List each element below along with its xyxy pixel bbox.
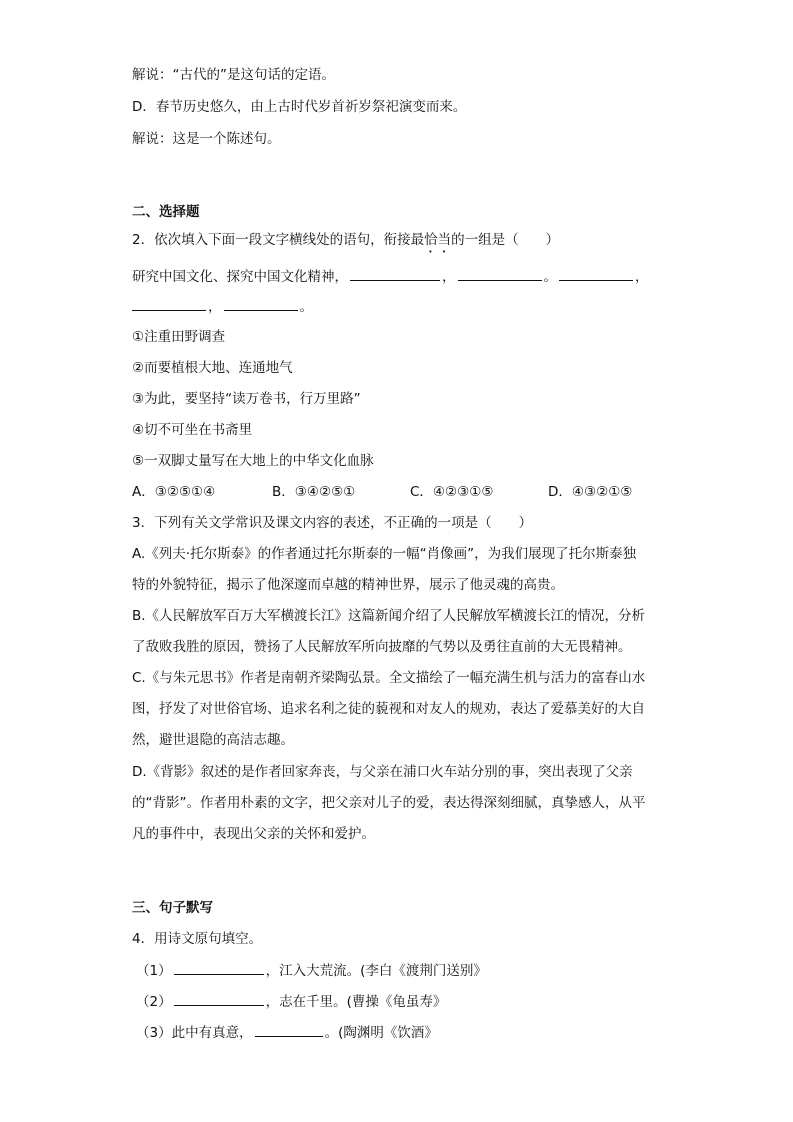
q2-item-3: ③为此，要坚持“读万卷书，行万里路” <box>132 391 361 407</box>
q2-blank-2[interactable] <box>458 267 542 281</box>
q2-option-c[interactable]: C．④②③①⑤ <box>410 484 494 500</box>
q4-blank-3[interactable] <box>255 1023 323 1037</box>
q4-item-1 <box>136 961 487 980</box>
q3-line-8: D.《背影》叙述的是作者回家奔丧，与父亲在浦口火车站分别的事，突出表现了父亲 <box>132 764 633 780</box>
q1-explain-d: 解说：这是一个陈述句。 <box>132 131 281 147</box>
q2-blank-1[interactable] <box>350 267 440 281</box>
q4-item-2 <box>136 992 446 1011</box>
q2-item-2: ②而要植根大地、连通地气 <box>132 360 293 376</box>
q4-item-1-num: （1） <box>136 963 172 979</box>
section2-heading: 二、选择题 <box>132 204 200 220</box>
q4-item-3 <box>136 1023 438 1042</box>
q4-item-3-num: （3） <box>136 1025 172 1041</box>
q4-item-3-pre: 此中有真意， <box>171 1025 253 1041</box>
q2-item-5: ⑤一双脚丈量写在大地上的中华文化血脉 <box>132 453 374 469</box>
q4-blank-1[interactable] <box>174 961 264 975</box>
q2-blank-3[interactable] <box>559 267 633 281</box>
q4-item-2-text: ，志在千里。(曹操《龟虽寿》 <box>265 994 447 1010</box>
q3-line-5: C.《与朱元思书》作者是南朝齐梁陶弘景。全文描绘了一幅充满生机与活力的富春山水 <box>132 670 646 686</box>
q2-blank-4[interactable] <box>132 297 206 311</box>
q3-line-4: 了敌败我胜的原因，赞扬了人民解放军所向披靡的气势以及勇往直前的大无畏精神。 <box>132 639 632 655</box>
q1-explain-c: 解说：“古代的”是这句话的定语。 <box>132 67 335 83</box>
q4-stem: 4．用诗文原句填空。 <box>132 931 263 947</box>
q2-stem <box>132 231 559 256</box>
section3-heading: 三、句子默写 <box>132 900 213 916</box>
q4-item-1-text: ，江入大荒流。(李白《渡荆门送别》 <box>265 963 487 979</box>
q4-blank-2[interactable] <box>174 992 264 1006</box>
q2-end: 。 <box>299 299 313 315</box>
q2-comma-1: ， <box>442 269 456 285</box>
q4-item-3-text: 。(陶渊明《饮酒》 <box>324 1025 438 1041</box>
q2-blank-5[interactable] <box>224 297 298 311</box>
q1-option-d: D．春节历史悠久，由上古时代岁首祈岁祭祀演变而来。 <box>132 99 467 115</box>
q3-line-3: B.《人民解放军百万大军横渡长江》这篇新闻介绍了人民解放军横渡长江的情况，分析 <box>132 608 646 624</box>
q2-period: 。 <box>543 269 557 285</box>
q2-paragraph-text: 研究中国文化、探究中国文化精神， <box>132 269 348 285</box>
q2-stem-b: 的一组是（ ） <box>451 232 560 248</box>
q3-line-6: 图，抒发了对世俗官场、追求名利之徒的藐视和对友人的规劝，表达了爱慕美好的大自 <box>132 701 645 717</box>
q2-option-b[interactable]: B．③④②⑤① <box>272 484 356 500</box>
q2-comma-2: ， <box>635 269 649 285</box>
q2-paragraph-line2 <box>132 297 313 316</box>
q3-line-7: 然，避世退隐的高洁志趣。 <box>132 732 294 748</box>
q2-option-d[interactable]: D．④③②①⑤ <box>548 484 633 500</box>
q4-item-2-num: （2） <box>136 994 172 1010</box>
q3-line-2: 特的外貌特征，揭示了他深邃而卓越的精神世界，展示了他灵魂的高贵。 <box>132 577 564 593</box>
q2-comma-3: ， <box>208 299 222 315</box>
q2-item-1: ①注重田野调查 <box>132 329 226 345</box>
q3-stem: 3．下列有关文学常识及课文内容的表述，不正确的一项是（ ） <box>132 515 533 531</box>
q2-stem-emph: 恰当 <box>424 232 452 248</box>
q2-option-a[interactable]: A．③②⑤①④ <box>132 484 216 500</box>
q2-paragraph-line1 <box>132 267 649 286</box>
q2-item-4: ④切不可坐在书斋里 <box>132 422 253 438</box>
q2-stem-a: 2．依次填入下面一段文字横线处的语句，衔接最 <box>132 232 425 248</box>
q3-line-10: 凡的事件中，表现出父亲的关怀和爱护。 <box>132 826 375 842</box>
q3-line-1: A.《列夫·托尔斯泰》的作者通过托尔斯泰的一幅“肖像画”，为我们展现了托尔斯泰独 <box>132 546 637 562</box>
q3-line-9: 的“背影”。作者用朴素的文字，把父亲对儿子的爱，表达得深刻细腻，真挚感人，从平 <box>132 795 646 811</box>
